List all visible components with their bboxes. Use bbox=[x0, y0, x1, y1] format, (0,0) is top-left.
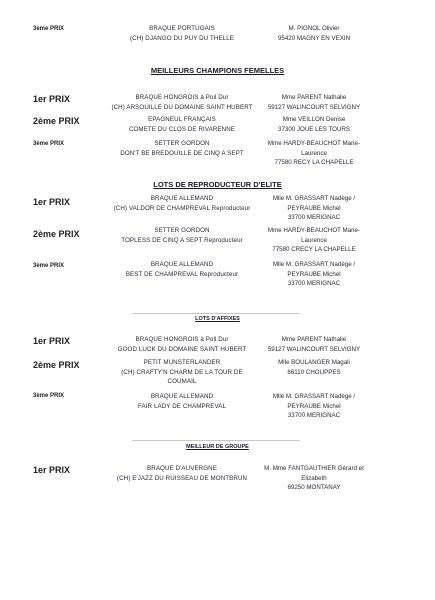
dog-name: DON'T BE BREDOUILLE DE CINQ A SEPT bbox=[120, 149, 244, 157]
owner-name: Mme HARDY-BEAUCHOT Marie- bbox=[267, 227, 361, 234]
breed: BRAQUE HONGROIS à Poil Dur bbox=[135, 94, 229, 101]
breed: BRAQUE ALLEMAND bbox=[150, 195, 214, 202]
owner-name-cont: Elizabeth bbox=[301, 474, 327, 482]
owner-name: Mlle M. GRASSART Nadège / bbox=[272, 261, 356, 268]
owner bbox=[258, 260, 370, 289]
owner-name: Mlle M. GRASSART Nadège / bbox=[272, 393, 356, 400]
owner-address: 37300 JOUE LES TOURS bbox=[278, 125, 350, 133]
dog-name: (CH) ARSOUILLE DU DOMAINE SAINT HUBERT bbox=[111, 103, 253, 111]
owner-name: Mme HARDY-BEAUCHOT Marie- bbox=[267, 140, 361, 147]
prize-label: 3ème PRIX bbox=[33, 263, 65, 269]
owner-name: Mme PARENT Nathalie bbox=[281, 94, 347, 101]
prize-label: 1er PRIX bbox=[33, 94, 71, 104]
section-title-champions-femelles: MEILLEURS CHAMPIONS FEMELLES bbox=[150, 66, 285, 75]
prize-label: 2ème PRIX bbox=[33, 229, 80, 239]
owner-address: 95420 MAGNY EN VEXIN bbox=[277, 34, 351, 42]
dog-entry bbox=[108, 464, 256, 483]
owner-address: 86110 CHOUPPES bbox=[287, 368, 341, 376]
owner-name: Mme PARENT Nathalie bbox=[281, 336, 347, 343]
prize-label: 3ème PRIX bbox=[33, 26, 65, 32]
dog-entry bbox=[108, 260, 256, 279]
dog-entry bbox=[108, 139, 256, 158]
owner bbox=[258, 358, 370, 377]
owner-address: 59127 WALINCOURT SELVIGNY bbox=[267, 345, 361, 353]
dog-name: (CH) CRAFTY'N CHARM DE LA TOUR DE COUMAIL bbox=[121, 368, 243, 385]
owner-name-cont: PEYRAUBE Michel bbox=[287, 270, 341, 278]
breed: EPAGNEUL FRANÇAIS bbox=[148, 116, 216, 123]
dog-name: BEST DE CHAMPREVAL Reproducteur bbox=[125, 270, 239, 278]
dog-name: TOPLESS DE CINQ A SEPT Reproducteur bbox=[121, 236, 243, 244]
section-title-meilleur-groupe: MEILLEUR DE GROUPE bbox=[186, 444, 249, 450]
dog-name: COMETE DU CLOS DE RIVARENNE bbox=[128, 125, 236, 133]
owner-address: 59127 WALINCOURT SELVIGNY bbox=[267, 103, 361, 111]
section-title-reproducteur-elite: LOTS DE REPRODUCTEUR D'ELITE bbox=[153, 180, 282, 189]
dog-name: FAIR LADY DE CHAMPREVAL bbox=[137, 402, 227, 410]
prize-label: 3ème PRIX bbox=[33, 393, 65, 399]
owner-name: M. PIGNOL Olivier bbox=[288, 25, 340, 32]
prize-label: 3ème PRIX bbox=[33, 141, 65, 147]
dog-entry bbox=[108, 93, 256, 112]
owner bbox=[258, 115, 370, 134]
breed: BRAQUE PORTUGAIS bbox=[149, 25, 215, 32]
owner-address: 77580 RECY LA CHAPELLE bbox=[274, 159, 354, 166]
owner-address: 69250 MONTANAY bbox=[287, 484, 341, 491]
prize-label: 1er PRIX bbox=[33, 197, 71, 207]
dog-entry bbox=[108, 392, 256, 411]
section-divider bbox=[132, 313, 300, 314]
owner-name-cont: PEYRAUBE Michel bbox=[287, 204, 341, 212]
owner-name: Mlle BOULANGER Magali bbox=[278, 359, 350, 366]
owner-address: 33700 MERIGNAC bbox=[287, 280, 341, 287]
breed: BRAQUE HONGROIS à Poil Dur bbox=[135, 336, 229, 343]
breed: SETTER GORDON bbox=[154, 227, 210, 234]
section-title-affixes: LOTS D'AFFIXES bbox=[195, 316, 240, 322]
owner-address: 33700 MERIGNAC bbox=[287, 412, 341, 419]
owner bbox=[258, 392, 370, 421]
dog-entry bbox=[108, 115, 256, 134]
owner-name: M. Mme FANTGAUTHIER Gérard et bbox=[264, 465, 364, 472]
owner-name-cont: Laurence bbox=[301, 236, 327, 244]
dog-entry bbox=[108, 226, 256, 245]
prize-label: 1er PRIX bbox=[33, 465, 71, 475]
dog-entry bbox=[108, 358, 256, 387]
owner-address: 33700 MERIGNAC bbox=[287, 214, 341, 221]
owner bbox=[258, 139, 370, 168]
owner-address: 77580 CRECY LA CHAPELLE bbox=[272, 246, 356, 253]
owner bbox=[258, 226, 370, 255]
dog-entry bbox=[108, 194, 256, 213]
owner-name-cont: Laurence bbox=[301, 149, 327, 157]
owner-name: Mlle M. GRASSART Nadège / bbox=[272, 195, 356, 202]
dog-name: (CH) E'JAZZ DU RUISSEAU DE MONTBRUN bbox=[116, 474, 248, 482]
breed: PETIT MUNSTERLANDER bbox=[143, 359, 221, 366]
dog-entry bbox=[108, 24, 256, 43]
breed: BRAQUE D'AUVERGNE bbox=[147, 465, 217, 472]
dog-entry bbox=[108, 335, 256, 354]
owner bbox=[258, 93, 370, 112]
owner-name-cont: PEYRAUBE Michel bbox=[287, 402, 341, 410]
owner bbox=[258, 464, 370, 493]
section-divider bbox=[132, 440, 300, 441]
prize-label: 1er PRIX bbox=[33, 336, 71, 346]
owner bbox=[258, 335, 370, 354]
breed: SETTER GORDON bbox=[154, 140, 210, 147]
breed: BRAQUE ALLEMAND bbox=[150, 393, 214, 400]
prize-label: 2ème PRIX bbox=[33, 116, 80, 126]
dog-name: (CH) DJANGO DU PUY DU THELLE bbox=[130, 34, 234, 42]
breed: BRAQUE ALLEMAND bbox=[150, 261, 214, 268]
dog-name: GOOD LUCK DU DOMAINE SAINT HUBERT bbox=[117, 345, 247, 353]
owner bbox=[258, 24, 370, 43]
owner bbox=[258, 194, 370, 223]
prize-label: 2ème PRIX bbox=[33, 360, 80, 370]
dog-name: (CH) VALDOR DE CHAMPREVAL Reproducteur bbox=[113, 204, 251, 212]
owner-name: Mme VEILLON Denise bbox=[282, 116, 346, 123]
